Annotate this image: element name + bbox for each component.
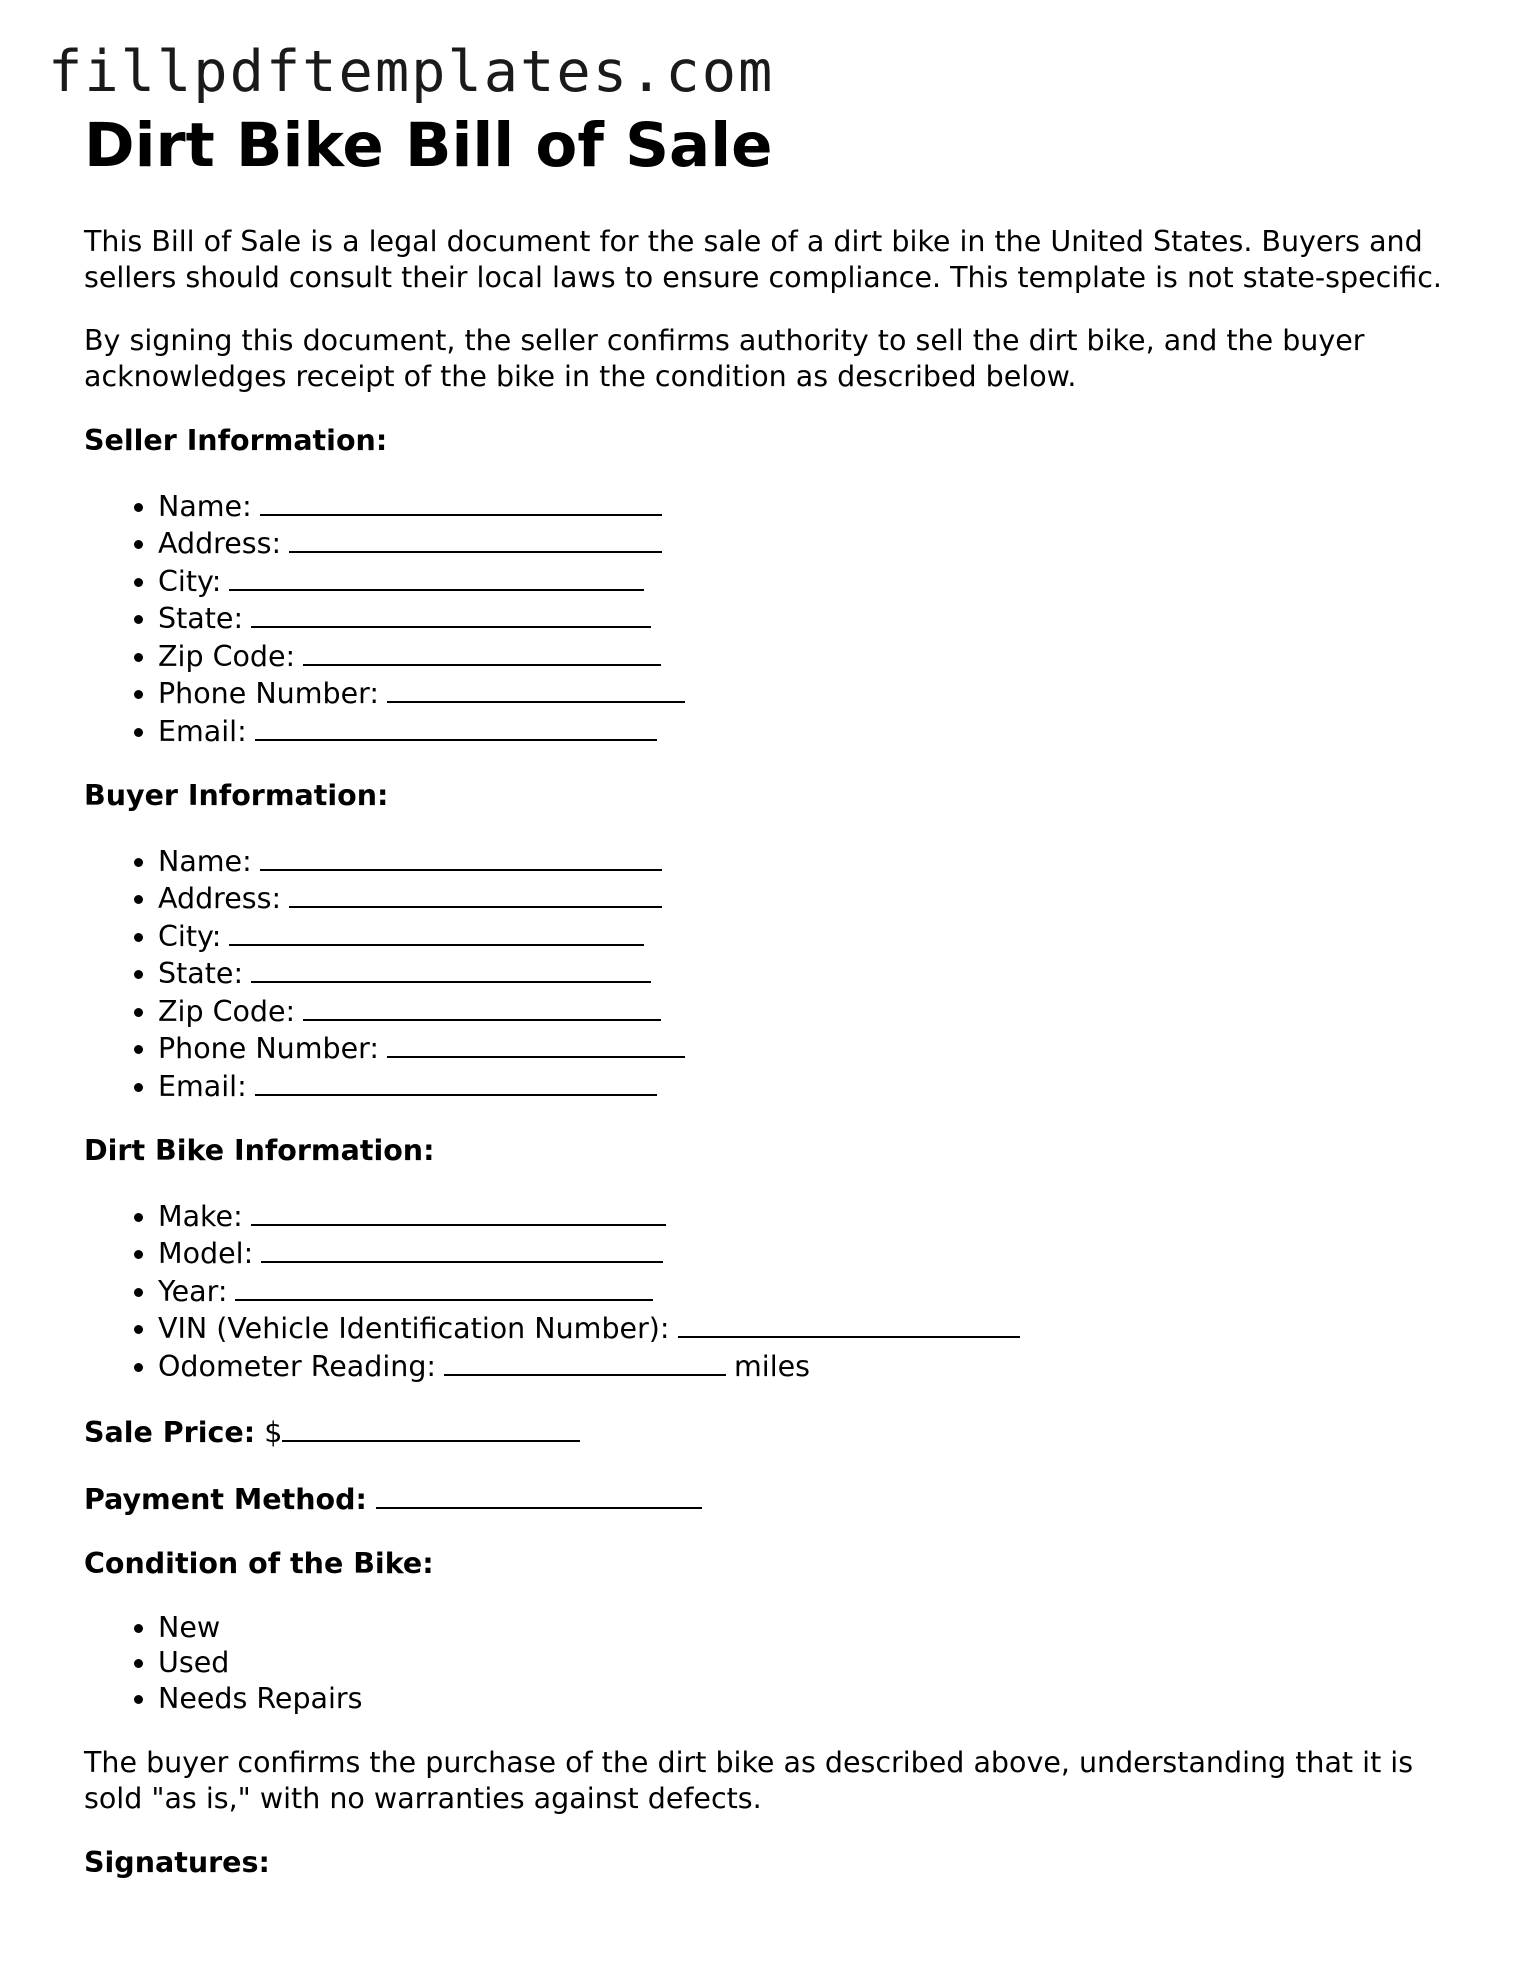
blank-line[interactable] — [235, 1272, 653, 1301]
field-label: Email: — [158, 714, 247, 748]
condition-option-new[interactable]: • New — [158, 1610, 1454, 1646]
intro-paragraph-legal: This Bill of Sale is a legal document for the sale of a dirt bike in the United States. Buyers and sellers should consult their local laws to ensure compliance. This template is not state-specific. — [84, 225, 1442, 294]
bike-information-heading: Dirt Bike Information: — [84, 1134, 435, 1167]
document-title: Dirt Bike Bill of Sale — [84, 110, 773, 181]
blank-line[interactable] — [444, 1347, 726, 1376]
seller-address-field[interactable] — [158, 524, 1454, 562]
blank-line[interactable] — [251, 954, 651, 983]
field-label: City: — [158, 564, 222, 598]
field-label: Name: — [158, 844, 252, 878]
condition-option-list — [84, 1610, 1454, 1717]
buyer-information-heading: Buyer Information: — [84, 779, 389, 812]
blank-line[interactable] — [387, 1029, 685, 1058]
buyer-confirmation-paragraph: The buyer confirms the purchase of the dirt bike as described above, understanding that it is sold "as is," with no warranties against defects. — [84, 1746, 1414, 1815]
blank-line[interactable] — [255, 1067, 657, 1096]
field-label: Zip Code: — [158, 994, 296, 1028]
blank-line[interactable] — [229, 917, 644, 946]
buyer-email-field[interactable] — [158, 1067, 1454, 1105]
intro-paragraph-signing: By signing this document, the seller confirms authority to sell the dirt bike, and the buyer acknowledges receipt of the bike in the condition as described below. — [84, 324, 1365, 393]
seller-field-list — [84, 487, 1454, 750]
buyer-phone-field[interactable] — [158, 1029, 1454, 1067]
currency-symbol: $ — [264, 1416, 283, 1449]
field-label: Email: — [158, 1069, 247, 1103]
signatures-heading: Signatures: — [84, 1846, 270, 1879]
buyer-zip-field[interactable] — [158, 992, 1454, 1030]
blank-line[interactable] — [261, 1234, 663, 1263]
blank-line[interactable] — [260, 842, 662, 871]
condition-option-needs-repairs[interactable]: • Needs Repairs — [158, 1681, 1454, 1717]
seller-city-field[interactable] — [158, 562, 1454, 600]
blank-line[interactable] — [255, 712, 657, 741]
condition-heading: Condition of the Bike: — [84, 1547, 434, 1580]
blank-line[interactable] — [387, 674, 685, 703]
field-label: Zip Code: — [158, 639, 296, 673]
buyer-city-field[interactable] — [158, 917, 1454, 955]
blank-line[interactable] — [229, 562, 644, 591]
blank-line[interactable] — [260, 487, 662, 516]
field-label: Odometer Reading: — [158, 1349, 437, 1383]
field-label: Model: — [158, 1237, 254, 1270]
field-label: VIN (Vehicle Identification Number): — [158, 1312, 670, 1345]
bike-vin-field[interactable] — [158, 1309, 1454, 1347]
bike-odometer-field[interactable] — [158, 1347, 1454, 1385]
field-label: State: — [158, 602, 244, 635]
sale-price-field[interactable] — [84, 1413, 1454, 1451]
seller-phone-field[interactable] — [158, 674, 1454, 712]
sale-price-label: Sale Price: — [84, 1416, 256, 1449]
field-label: Name: — [158, 489, 252, 523]
blank-line[interactable] — [282, 1413, 580, 1442]
field-label: City: — [158, 919, 222, 953]
seller-zip-field[interactable] — [158, 637, 1454, 675]
bike-field-list — [84, 1197, 1454, 1385]
document-page — [84, 108, 1454, 1881]
bike-year-field[interactable] — [158, 1272, 1454, 1310]
field-label: Phone Number: — [158, 677, 379, 710]
bike-make-field[interactable] — [158, 1197, 1454, 1235]
buyer-address-field[interactable] — [158, 879, 1454, 917]
blank-line[interactable] — [303, 992, 661, 1021]
field-label: Year: — [158, 1274, 228, 1308]
buyer-name-field[interactable] — [158, 842, 1454, 880]
blank-line[interactable] — [303, 637, 661, 666]
buyer-field-list — [84, 842, 1454, 1105]
site-watermark: fillpdftemplates.com — [48, 39, 775, 105]
condition-option-used[interactable]: • Used — [158, 1645, 1454, 1681]
seller-state-field[interactable] — [158, 599, 1454, 637]
field-label: Make: — [158, 1199, 243, 1233]
blank-line[interactable] — [376, 1480, 702, 1509]
blank-line[interactable] — [251, 1197, 666, 1226]
seller-name-field[interactable] — [158, 487, 1454, 525]
payment-method-label: Payment Method: — [84, 1482, 367, 1516]
field-label: Address: — [158, 527, 282, 560]
blank-line[interactable] — [678, 1309, 1020, 1338]
payment-method-field[interactable] — [84, 1480, 1454, 1518]
blank-line[interactable] — [289, 524, 662, 553]
field-label: Address: — [158, 882, 282, 915]
buyer-state-field[interactable] — [158, 954, 1454, 992]
bike-model-field[interactable] — [158, 1234, 1454, 1272]
seller-email-field[interactable] — [158, 712, 1454, 750]
field-label: State: — [158, 957, 244, 990]
blank-line[interactable] — [251, 599, 651, 628]
field-label: Phone Number: — [158, 1032, 379, 1065]
seller-information-heading: Seller Information: — [84, 424, 388, 457]
blank-line[interactable] — [289, 879, 662, 908]
odometer-unit: miles — [734, 1349, 811, 1383]
